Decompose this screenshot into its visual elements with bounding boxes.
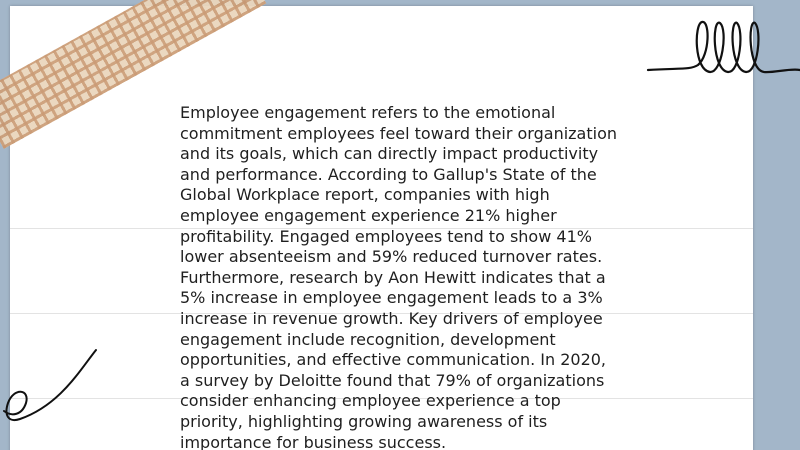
- body-paragraph: Employee engagement refers to the emotional commitment employees feel toward their organization and its goals, which can directly impact productivity and performance. According to Gallup's State of the Global Workplace report, companies with high employee engagement experience 21% higher profitability. Engaged employees tend to show 41% lower absenteeism and 59% reduced turnover rates. Furthermore, research by Aon Hewitt indicates that a 5% increase in employee engagement leads to a 3% increase in revenue growth. Key drivers of employee engagement include recognition, development opportunities, and effective communication. In 2020, a survey by Deloitte found that 79% of organizations consider enhancing employee experience a top priority, highlighting growing awareness of its importance for business success.: [180, 103, 617, 450]
- loop-scribble-top-right-icon: [640, 10, 800, 85]
- loop-scribble-bottom-left-icon: [0, 345, 100, 425]
